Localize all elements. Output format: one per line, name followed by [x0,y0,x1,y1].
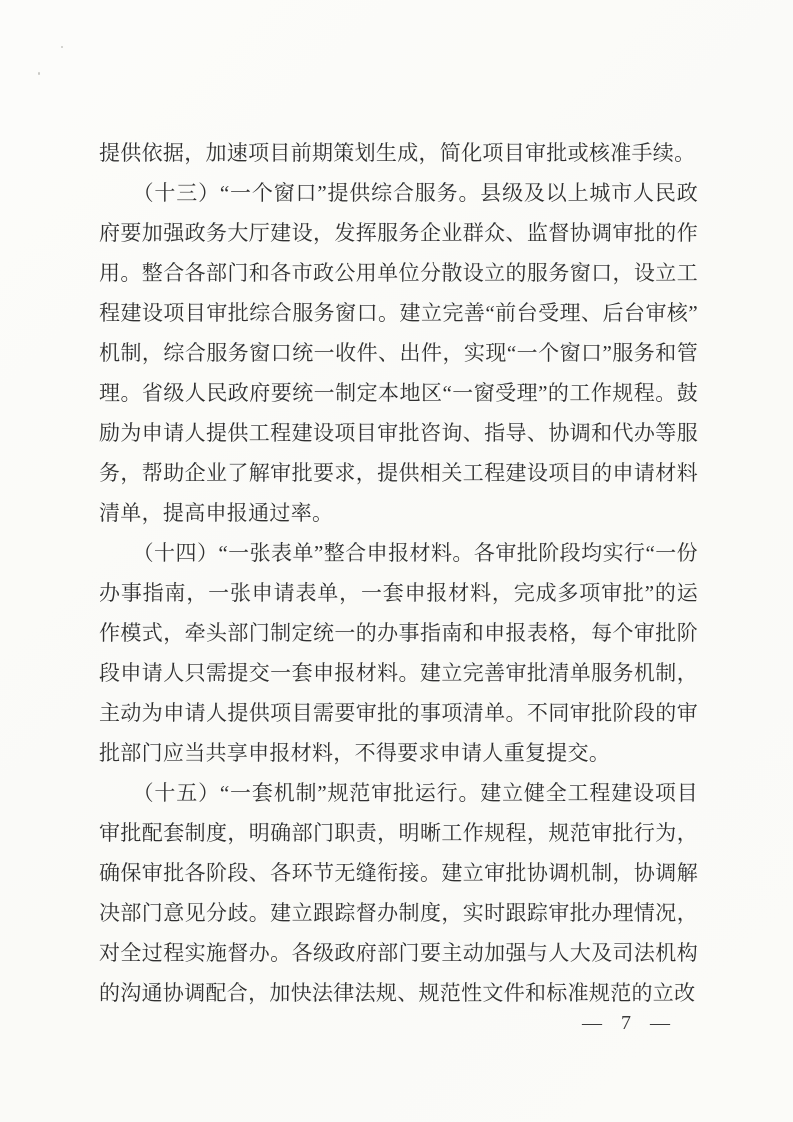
scan-artifact-speck [61,46,63,48]
page-number: — 7 — [582,1012,672,1034]
paragraph-item-13: （十三）“一个窗口”提供综合服务。县级及以上城市人民政府要加强政务大厅建设，发挥服务企业群众、监督协调审批的作用。整合各部门和各市政公用单位分散设立的服务窗口，设立工程建设项目审批综合服务窗口。建立完善“前台受理、后台审核”机制，综合服务窗口统一收件、出件，实现“一个窗口”服务和管理。省级人民政府要统一制定本地区“一窗受理”的工作规程。鼓励为申请人提供工程建设项目审批咨询、指导、协调和代办等服务，帮助企业了解审批要求，提供相关工程建设项目的申请材料清单，提高申报通过率。 [99,181,698,525]
paragraph-item-15: （十五）“一套机制”规范审批运行。建立健全工程建设项目审批配套制度，明确部门职责，明晰工作规程，规范审批行为，确保审批各阶段、各环节无缝衔接。建立审批协调机制，协调解决部门意见分歧。建立跟踪督办制度，实时跟踪审批办理情况，对全过程实施督办。各级政府部门要主动加强与人大及司法机构的沟通协调配合，加快法律法规、规范性文件和标准规范的立改 [99,781,698,1005]
paragraph-item-14: （十四）“一张表单”整合申报材料。各审批阶段均实行“一份办事指南，一张申请表单，一套申报材料，完成多项审批”的运作模式，牵头部门制定统一的办事指南和申报表格，每个审批阶段申请人只需提交一套申报材料。建立完善审批清单服务机制，主动为申请人提供项目需要审批的事项清单。不同审批阶段的审批部门应当共享申报材料，不得要求申请人重复提交。 [99,541,698,765]
document-body [99,133,698,1013]
paragraph-continuation: 提供依据，加速项目前期策划生成，简化项目审批或核准手续。 [99,141,696,165]
scan-artifact-speck [38,72,40,75]
